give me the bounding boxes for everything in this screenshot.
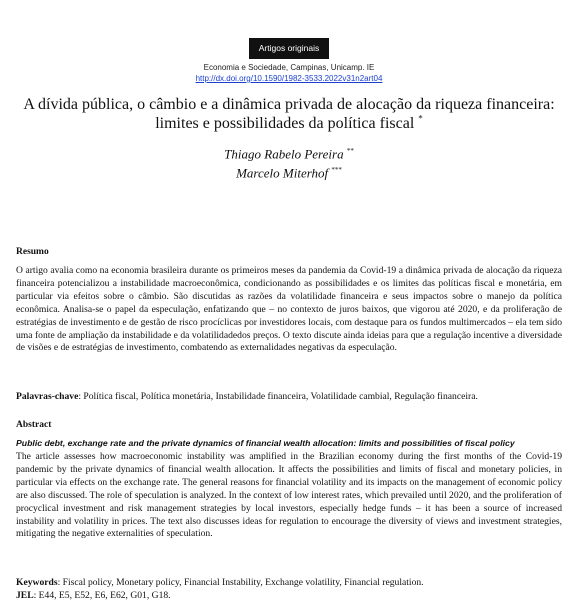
keywords: [16, 576, 562, 589]
resumo-text: O artigo avalia como na economia brasileira durante os primeiros meses da pandemia da Covid-19 a dinâmica privada de alocação da riqueza financeira potencializou a instabilidade macroeconômica, condicionando as possibilidades e os limites das políticas fiscal e monetária, em particular via efeitos sobre o câmbio. São discutidas as razões da volatilidade financeira e seus impactos sobre o manejo da política econômica. Analisa-se o papel da especulação, enfatizando que – no contexto de juros baixos, que vigorou até 2020, e da proliferação de estratégias de investimento e de gestão de risco procíclicas por investidores locais, com destaque para os fundos multimercados – ela tem sido uma fonte de ampliação da instabilidade e da volatilidadedos preços. O texto discute ainda ideias para que a regulação incentive a diversidade de visões e de estratégias de investimento, combatendo as externalidades negativas da especulação.: [16, 265, 562, 354]
author-footnote-mark: **: [346, 147, 354, 155]
resumo-heading: Resumo: [16, 247, 49, 257]
section-badge-wrapper: [0, 38, 578, 59]
abstract-heading: Abstract: [16, 420, 52, 430]
english-title: Public debt, exchange rate and the private dynamics of financial wealth allocation: limits and possibilities of fiscal policy: [16, 438, 515, 448]
article-title: [20, 95, 558, 133]
keywords-label: Keywords: [16, 577, 58, 588]
journal-info: Economia e Sociedade, Campinas, Unicamp. IE: [203, 63, 375, 72]
author-1: [0, 143, 578, 162]
title-footnote-mark: *: [418, 113, 423, 124]
jel-list: : E44, E5, E52, E6, E62, G01, G18.: [33, 590, 171, 601]
author-list: [0, 143, 578, 182]
author-2: [0, 162, 578, 181]
jel-codes: [16, 589, 562, 602]
keywords-list: : Fiscal policy, Monetary policy, Financial Instability, Exchange volatility, Financial regulation.: [57, 577, 424, 588]
author-name: Thiago Rabelo Pereira: [224, 146, 344, 162]
abstract-text: The article assesses how macroeconomic instability was amplified in the Brazilian economy during the first months of the Covid-19 pandemic by the private dynamics of financial wealth allocation. It affects the possibilities and limits of fiscal and monetary policies, in particular via effects on the exchange rate. The general reasons for financial volatility and its impacts on the management of economic policy are also discussed. The role of speculation is analyzed. In the context of low interest rates, which prevailed until 2020, and the proliferation of procyclical investment and risk management strategies by local investors, especially hedge funds – it has been a source of increased instability and volatility in prices. The text also discusses ideas for regulation to encourage the diversity of views and investment strategies, mitigating the negative externalities of speculation.: [16, 451, 562, 540]
section-badge: Artigos originais: [249, 38, 329, 59]
author-name: Marcelo Miterhof: [236, 165, 329, 181]
author-footnote-mark: ***: [331, 166, 342, 175]
jel-label: JEL: [16, 590, 34, 601]
palavras-chave: [16, 390, 562, 403]
palavras-chave-label: Palavras-chave: [16, 391, 79, 402]
doi-link[interactable]: http://dx.doi.org/10.1590/1982-3533.2022v31n2art04: [195, 74, 383, 83]
palavras-chave-list: : Política fiscal, Política monetária, Instabilidade financeira, Volatilidade cambial, Regulação financeira.: [78, 391, 478, 402]
article-title-text: A dívida pública, o câmbio e a dinâmica privada de alocação da riqueza financeira: limites e possibilidades da política fiscal: [23, 96, 555, 132]
